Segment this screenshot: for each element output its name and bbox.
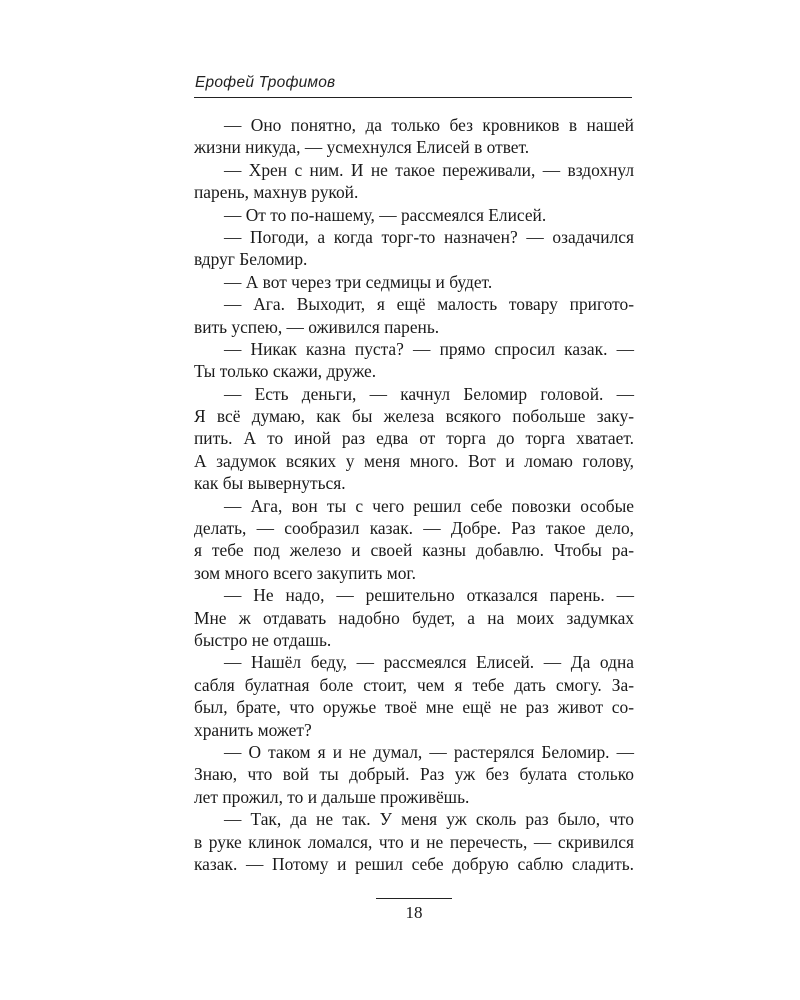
text-line: сабля булатная боле стоит, чем я тебе дать смогу. За- — [194, 674, 634, 695]
text-line: — Погоди, а когда торг-то назначен? — озадачился — [224, 226, 634, 247]
text-line: — Есть деньги, — качнул Беломир головой. — — [224, 383, 634, 404]
text-line: я тебе под железо и своей казны добавлю. Чтобы ра- — [194, 540, 634, 561]
text-line: — А вот через три седмицы и будет. — [224, 271, 493, 292]
text-line: парень, махнув рукой. — [194, 182, 359, 203]
text-line: вдруг Беломир. — [194, 249, 308, 270]
text-line: — Ага. Выходит, я ещё малость товару пригото- — [224, 294, 634, 315]
text-line: лет прожил, то и дальше проживёшь. — [194, 786, 470, 807]
text-line: — Так, да не так. У меня уж сколь раз было, что — [224, 809, 634, 830]
text-line: — Хрен с ним. И не такое переживали, — вздохнул — [224, 159, 634, 180]
text-line: А задумок всяких у меня много. Вот и ломаю голову, — [194, 450, 634, 471]
text-line: — От то по-нашему, — рассмеялся Елисей. — [224, 204, 547, 225]
text-line: Знаю, что вой ты добрый. Раз уж без булата столько — [194, 764, 634, 785]
text-line: казак. — Потому и решил себе добрую саблю сладить. — [194, 853, 634, 874]
body-text — [194, 114, 634, 875]
text-line: — О таком я и не думал, — растерялся Беломир. — — [224, 741, 634, 762]
text-line: Мне ж отдавать надобно будет, а на моих задумках — [194, 607, 634, 628]
text-line: жизни никуда, — усмехнулся Елисей в ответ. — [194, 137, 530, 158]
text-line: как бы вывернуться. — [194, 473, 346, 494]
text-line: хранить может? — [194, 719, 312, 740]
header-divider — [194, 97, 632, 98]
text-line: — Не надо, — решительно отказался парень. — — [224, 585, 634, 606]
page-number: 18 — [405, 903, 423, 922]
running-header-author: Ерофей Трофимов — [195, 74, 336, 91]
text-line: — Нашёл беду, — рассмеялся Елисей. — Да одна — [224, 652, 634, 673]
text-line: вить успею, — оживился парень. — [194, 316, 440, 337]
text-line: в руке клинок ломался, что и не перечесть, — скривился — [194, 831, 634, 852]
text-line: был, брате, что оружье твоё мне ещё не раз живот со- — [194, 697, 634, 718]
text-line: делать, — сообразил казак. — Добре. Раз такое дело, — [194, 518, 634, 539]
text-line: — Никак казна пуста? — прямо спросил казак. — — [224, 338, 634, 359]
text-line: быстро не отдашь. — [194, 629, 332, 650]
text-line: пить. А то иной раз едва от торга до торга хватает. — [194, 428, 634, 449]
text-line: Ты только скажи, друже. — [194, 361, 377, 382]
text-line: — Ага, вон ты с чего решил себе повозки особые — [224, 495, 634, 516]
footer-divider — [376, 898, 452, 899]
text-line: — Оно понятно, да только без кровников в нашей — [224, 115, 634, 135]
text-line: зом много всего закупить мог. — [194, 562, 416, 583]
text-line: Я всё думаю, как бы железа всякого побольше заку- — [194, 406, 634, 427]
